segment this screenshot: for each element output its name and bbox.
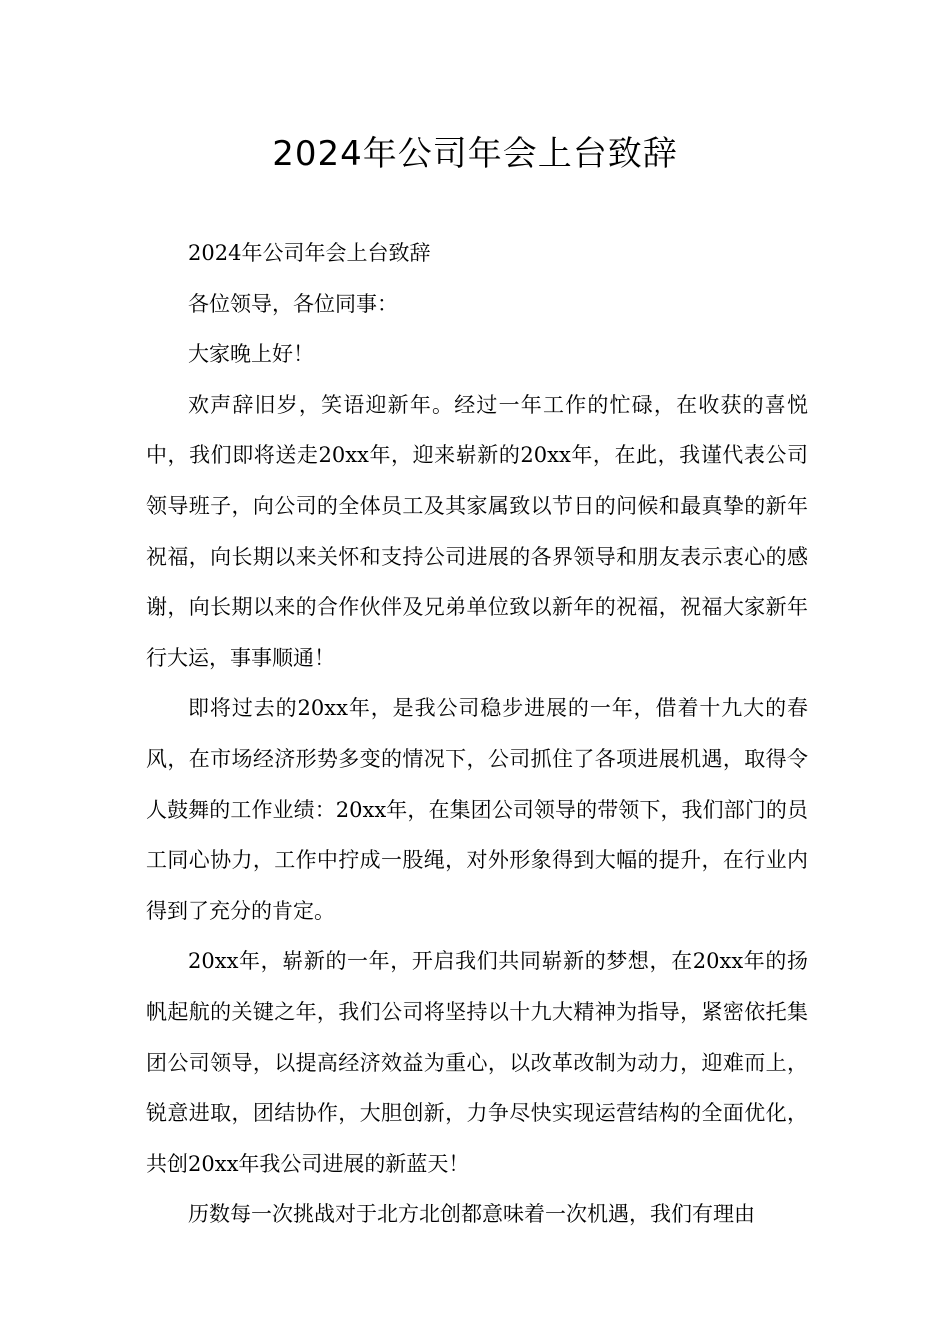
paragraph: 20xx年，崭新的一年，开启我们共同崭新的梦想，在20xx年的扬帆起航的关键之年，我们公司将坚持以十九大精神为指导，紧密依托集团公司领导，以提高经济效益为重心，以改革改制为动力，迎难而上，锐意进取，团结协作，大胆创新，力争尽快实现运营结构的全面优化，共创20xx年我公司进展的新蓝天！ [146, 949, 808, 1176]
paragraph-greeting: 大家晚上好！ [188, 342, 314, 367]
paragraph: 历数每一次挑战对于北方北创都意味着一次机遇，我们有理由 [188, 1202, 755, 1227]
paragraph-heading: 2024年公司年会上台致辞 [188, 241, 431, 265]
paragraph: 欢声辞旧岁，笑语迎新年。经过一年工作的忙碌，在收获的喜悦中，我们即将送走20xx年，迎来崭新的20xx年，在此，我谨代表公司领导班子，向公司的全体员工及其家属致以节日的问候和最真挚的新年祝福，向长期以来关怀和支持公司进展的各界领导和朋友表示衷心的感谢，向长期以来的合作伙伴及兄弟单位致以新年的祝福，祝福大家新年行大运，事事顺通！ [146, 392, 808, 670]
paragraph: 即将过去的20xx年，是我公司稳步进展的一年，借着十九大的春风，在市场经济形势多变的情况下，公司抓住了各项进展机遇，取得令人鼓舞的工作业绩：20xx年，在集团公司领导的带领下，我们部门的员工同心协力，工作中拧成一股绳，对外形象得到大幅的提升，在行业内得到了充分的肯定。 [146, 696, 808, 923]
document-title: 2024年公司年会上台致辞 [272, 134, 678, 174]
paragraph-salutation: 各位领导，各位同事： [188, 291, 398, 316]
document-body [146, 228, 808, 1240]
